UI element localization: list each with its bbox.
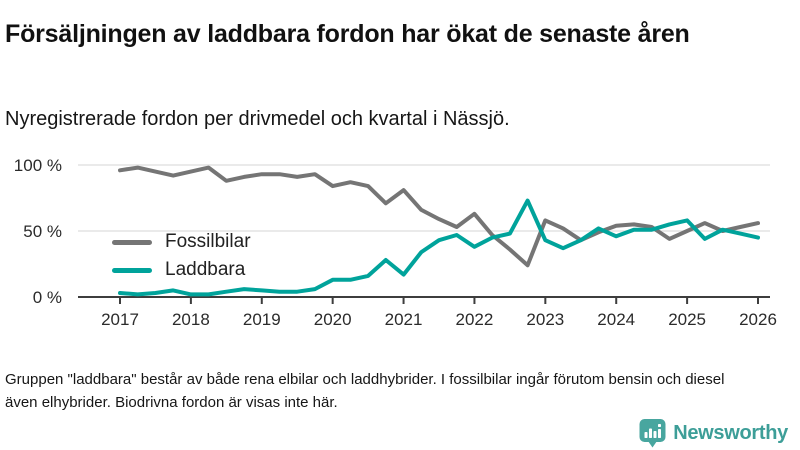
chart-legend bbox=[112, 228, 251, 284]
newsworthy-wordmark: Newsworthy bbox=[673, 421, 788, 444]
chart-subtitle: Nyregistrerade fordon per drivmedel och kvartal i Nässjö. bbox=[5, 108, 510, 130]
x-tick-label: 2017 bbox=[101, 310, 139, 329]
x-tick-label: 2020 bbox=[313, 310, 352, 329]
legend-label: Laddbara bbox=[165, 259, 246, 280]
legend-item-fossilbilar bbox=[112, 228, 251, 256]
fossilbilar-line-swatch bbox=[112, 240, 152, 245]
y-tick-label: 100 % bbox=[13, 156, 62, 175]
chart-footnote: Gruppen "laddbara" består av både rena elbilar och laddhybrider. I fossilbilar ingår förutom bensin och diesel även elhybrider. Biodrivna fordon är visas inte här. bbox=[5, 371, 725, 411]
legend-label: Fossilbilar bbox=[165, 231, 251, 252]
newsworthy-logo-icon bbox=[639, 418, 666, 448]
newsworthy-brand bbox=[639, 418, 788, 448]
page-title: Försäljningen av laddbara fordon har ökat de senaste åren bbox=[5, 19, 690, 48]
x-tick-label: 2026 bbox=[739, 310, 777, 329]
laddbara-line-swatch bbox=[112, 268, 152, 273]
x-tick-label: 2024 bbox=[597, 310, 636, 329]
x-tick-label: 2023 bbox=[526, 310, 565, 329]
x-tick-label: 2022 bbox=[455, 310, 494, 329]
x-tick-label: 2018 bbox=[171, 310, 210, 329]
legend-item-laddbara bbox=[112, 256, 251, 284]
x-tick-label: 2019 bbox=[242, 310, 281, 329]
x-tick-label: 2025 bbox=[668, 310, 707, 329]
y-tick-label: 0 % bbox=[32, 288, 62, 307]
x-tick-label: 2021 bbox=[384, 310, 423, 329]
y-tick-label: 50 % bbox=[23, 222, 62, 241]
